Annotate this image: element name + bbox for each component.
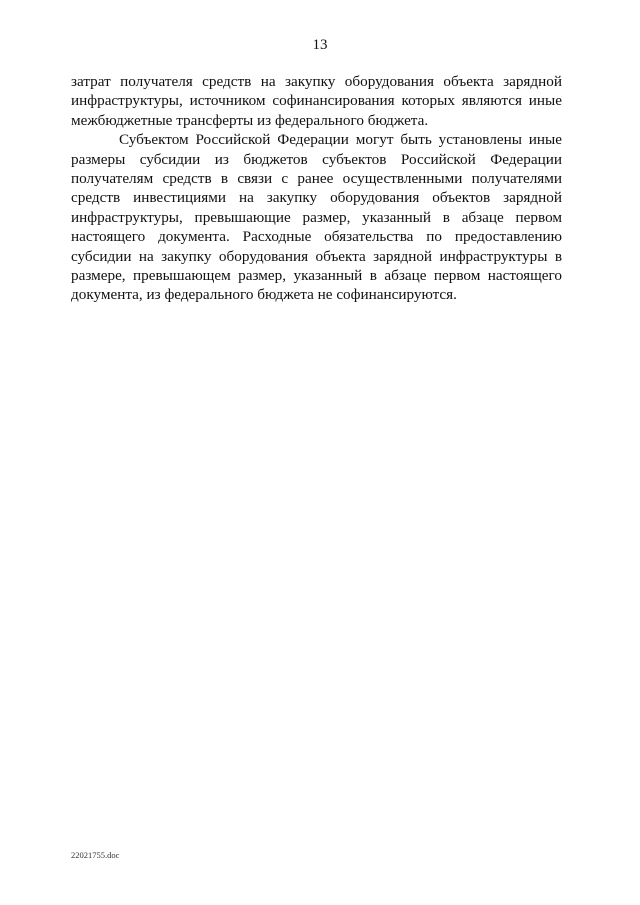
paragraph-continuation: затрат получателя средств на закупку оборудования объекта зарядной инфраструктуры, источником софинансирования которых являются иные межбюджетные трансферты из федерального бюджета.: [71, 73, 562, 129]
document-file-code: 22021755.doc: [71, 850, 120, 860]
paragraph-subsidy-sizes: Субъектом Российской Федерации могут быть установлены иные размеры субсидии из бюджетов субъектов Российской Федерации получателям средств в связи с ранее осуществленными получателями средств инвестициями на закупку оборудования объектов зарядной инфраструктуры, превышающие размер, указанный в абзаце первом настоящего документа. Расходные обязательства по предоставлению субсидии на закупку оборудования объекта зарядной инфраструктуры в размере, превышающем размер, указанный в абзаце первом настоящего документа, из федерального бюджета не софинансируются.: [71, 131, 562, 304]
page-number: 13: [312, 37, 328, 53]
document-body: [71, 72, 562, 305]
